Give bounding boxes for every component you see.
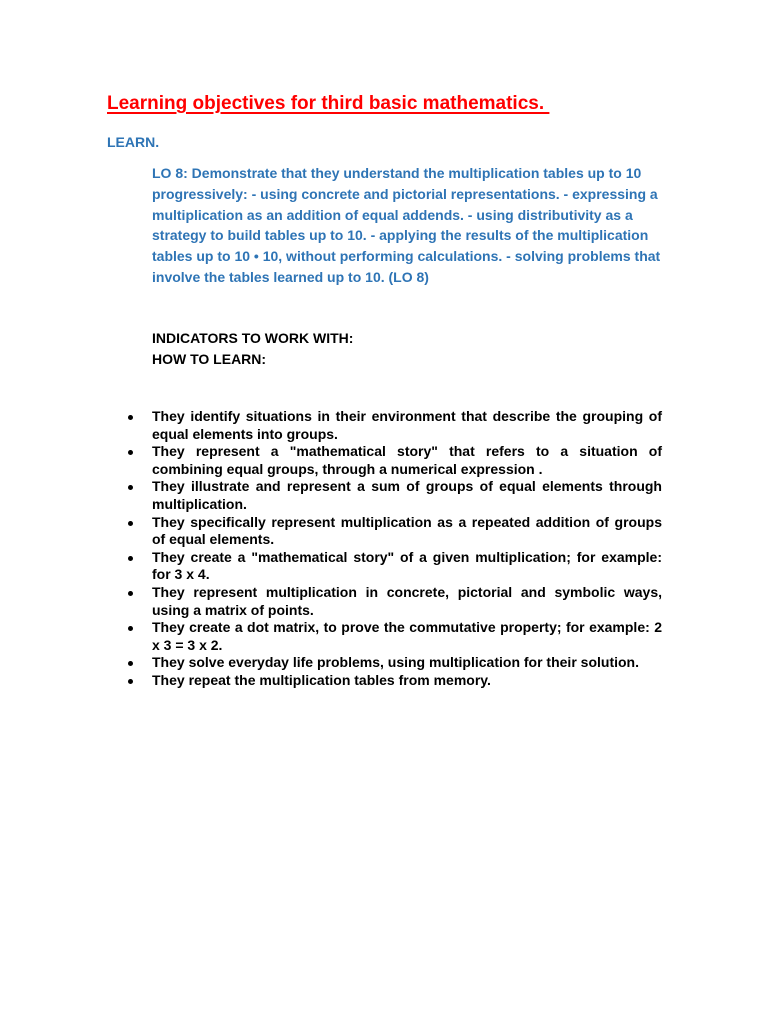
list-item-text: They illustrate and represent a sum of groups of equal elements through multiplication. — [152, 478, 662, 512]
list-item-text: They represent a "mathematical story" that refers to a situation of combining equal groups, through a numerical expression . — [152, 443, 662, 477]
page-title: Learning objectives for third basic mathematics. — [107, 93, 550, 114]
bullet-icon — [128, 591, 133, 596]
list-item-text: They identify situations in their environment that describe the grouping of equal elements into groups. — [152, 408, 662, 442]
bullet-icon — [128, 679, 133, 684]
list-item — [122, 514, 662, 549]
section-label: LEARN. — [107, 134, 160, 150]
list-item — [122, 408, 662, 443]
list-item — [122, 584, 662, 619]
bullet-icon — [128, 661, 133, 666]
bullet-icon — [128, 556, 133, 561]
list-item — [122, 478, 662, 513]
bullet-icon — [128, 415, 133, 420]
list-item — [122, 443, 662, 478]
indicators-heading: INDICATORS TO WORK WITH: — [152, 330, 354, 346]
list-item — [122, 549, 662, 584]
how-to-learn-heading: HOW TO LEARN: — [152, 351, 267, 367]
list-item-text: They solve everyday life problems, using multiplication for their solution. — [152, 654, 639, 671]
bullet-icon — [128, 521, 133, 526]
bullet-icon — [128, 485, 133, 490]
list-item — [122, 619, 662, 654]
list-item-text: They create a dot matrix, to prove the commutative property; for example: 2 x 3 = 3 x 2. — [152, 619, 662, 653]
list-item-text: They represent multiplication in concrete, pictorial and symbolic ways, using a matrix of points. — [152, 583, 662, 618]
indicator-list — [122, 408, 662, 690]
list-item — [122, 672, 662, 690]
list-item-text: They create a "mathematical story" of a given multiplication; for example: for 3 x 4. — [152, 548, 662, 583]
list-item — [122, 654, 662, 672]
list-item-text: They repeat the multiplication tables from memory. — [152, 671, 491, 688]
list-item-text: They specifically represent multiplication as a repeated addition of groups of equal elements. — [152, 513, 662, 548]
bullet-icon — [128, 450, 133, 455]
bullet-icon — [128, 626, 133, 631]
learning-objective-text: LO 8: Demonstrate that they understand the multiplication tables up to 10 progressively: - using concrete and pictorial representations. - expressing a multiplication as an addition of equal addends. - using distributivity as a strategy to build tables up to 10. - applying the results of the multiplication tables up to 10 • 10, without performing calculations. - solving problems that involve the tables learned up to 10. (LO 8) — [152, 165, 661, 285]
indicators-headings — [152, 328, 353, 370]
